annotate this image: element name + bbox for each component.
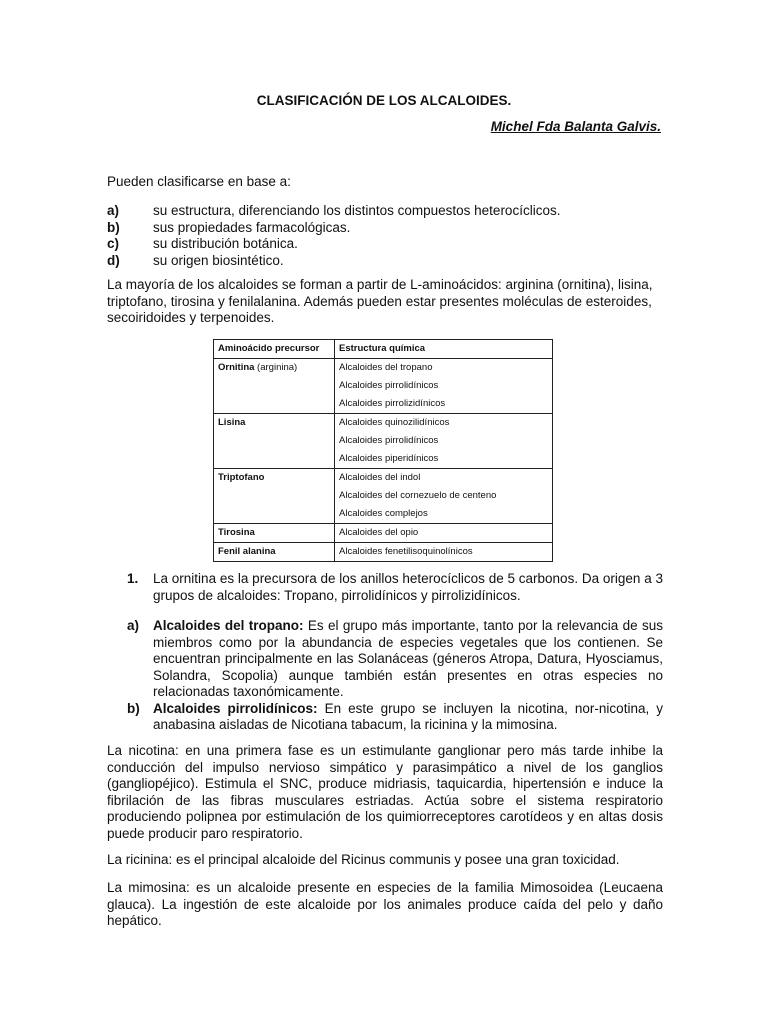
column-header-structure: Estructura química bbox=[335, 340, 553, 359]
paragraph-nicotina: La nicotina: en una primera fase es un estimulante ganglionar pero más tarde inhibe la conducción del impulso nervioso simpático y parasimpático a nivel de los ganglios (gangliopéjico). Estimula el SNC, produce midriasis, taquicardia, hipertensión e induce la fibrilación de las fibras musculares estriadas. Actúa sobre el sistema respiratorio produciendo polipnea por estimulación de los quimiorreceptores carotídeos y en altas dosis puede producir paro respiratorio. bbox=[107, 743, 663, 841]
paragraph-mimosina: La mimosina: es un alcaloide presente en especies de la familia Mimosoidea (Leucaena glauca). La ingestión de este alcaloide por los animales produce caída del pelo y daño hepático. bbox=[107, 880, 663, 928]
structure-cell bbox=[335, 543, 553, 562]
precursor-cell bbox=[214, 524, 335, 543]
list-marker: b) bbox=[127, 700, 140, 716]
list-marker: c) bbox=[107, 236, 120, 251]
list-marker: b) bbox=[107, 219, 120, 235]
precursor-cell bbox=[214, 543, 335, 562]
list-item-text bbox=[153, 618, 663, 701]
precursor-name: Triptofano bbox=[218, 472, 265, 483]
list-item bbox=[107, 253, 663, 270]
precursor-cell bbox=[214, 414, 335, 469]
structure-item: Alcaloides fenetilisoquinolínicos bbox=[339, 546, 473, 557]
structure-item: Alcaloides pirrolidínicos bbox=[339, 380, 439, 391]
precursor-cell bbox=[214, 469, 335, 524]
structure-item: Alcaloides piperidínicos bbox=[339, 453, 439, 464]
list-item bbox=[107, 220, 663, 237]
list-marker: 1. bbox=[127, 571, 139, 586]
structure-item: Alcaloides del indol bbox=[339, 472, 421, 483]
structure-item: Alcaloides del opio bbox=[339, 527, 419, 538]
table-row bbox=[214, 414, 553, 469]
list-item bbox=[107, 618, 663, 701]
subgroup-description: En este grupo se incluyen la nicotina, nor-nicotina, y anabasina aisladas de Nicotiana tabacum, la ricinina y la mimosina. bbox=[153, 700, 663, 732]
table-header-row bbox=[214, 340, 553, 359]
table-row bbox=[214, 469, 553, 524]
precursor-cell bbox=[214, 359, 335, 414]
criteria-list bbox=[107, 203, 663, 269]
structure-cell bbox=[335, 524, 553, 543]
table-row bbox=[214, 543, 553, 562]
precursor-name: Lisina bbox=[218, 417, 246, 428]
list-marker: a) bbox=[107, 203, 120, 218]
precursor-table bbox=[213, 339, 553, 562]
subgroup-description: Es el grupo más importante, tanto por la relevancia de sus miembros como por la abundancia de especies vegetales que los contienen. Se encuentran principalmente en las Solanáceas (géneros Atropa, Datura, Hyosciamus, Solandra, Scopolia) aunque también están presentes en otras especies no relacionadas taxonómicamente. bbox=[153, 618, 663, 699]
list-item-text: su estructura, diferenciando los distintos compuestos heterocíclicos. bbox=[153, 203, 561, 218]
list-marker: a) bbox=[127, 618, 140, 633]
column-header-precursor: Aminoácido precursor bbox=[214, 340, 335, 359]
table-row bbox=[214, 359, 553, 414]
list-item-text: su origen biosintético. bbox=[153, 252, 284, 268]
paragraph-ricinina: La ricinina: es el principal alcaloide del Ricinus communis y posee una gran toxicidad. bbox=[107, 852, 620, 867]
page-title: CLASIFICACIÓN DE LOS ALCALOIDES. bbox=[256, 93, 512, 108]
numbered-list bbox=[107, 571, 663, 604]
precursor-name: Ornitina bbox=[218, 362, 255, 373]
precursor-name: Tirosina bbox=[218, 527, 255, 538]
structure-item: Alcaloides del cornezuelo de centeno bbox=[339, 490, 497, 501]
structure-cell bbox=[335, 414, 553, 469]
list-marker: d) bbox=[107, 252, 120, 268]
subgroup-list bbox=[107, 618, 663, 734]
list-item-text: sus propiedades farmacológicas. bbox=[153, 219, 351, 235]
subgroup-term: Alcaloides del tropano: bbox=[153, 618, 304, 633]
list-item bbox=[107, 571, 663, 604]
intro-text: Pueden clasificarse en base a: bbox=[107, 174, 291, 189]
list-item bbox=[107, 203, 663, 220]
precursor-note: (arginina) bbox=[254, 362, 298, 373]
list-item bbox=[107, 236, 663, 253]
structure-item: Alcaloides pirrolidínicos bbox=[339, 435, 439, 446]
list-item-text bbox=[153, 701, 663, 734]
structure-item: Alcaloides del tropano bbox=[339, 362, 433, 373]
structure-cell bbox=[335, 469, 553, 524]
table-row bbox=[214, 524, 553, 543]
paragraph-precursors: La mayoría de los alcaloides se forman a partir de L-aminoácidos: arginina (ornitina), lisina, triptofano, tirosina y fenilalanina. Además pueden estar presentes moléculas de esteroides, secoiridoides y terpenoides. bbox=[107, 277, 653, 325]
structure-item: Alcaloides pirrolizidínicos bbox=[339, 398, 446, 409]
precursor-name: Fenil alanina bbox=[218, 546, 276, 557]
list-item-text: su distribución botánica. bbox=[153, 236, 298, 251]
subgroup-term: Alcaloides pirrolidínicos: bbox=[153, 700, 318, 716]
structure-cell bbox=[335, 359, 553, 414]
author-name: Michel Fda Balanta Galvis. bbox=[490, 119, 661, 134]
list-item bbox=[107, 701, 663, 734]
structure-item: Alcaloides quinozilidínicos bbox=[339, 417, 450, 428]
structure-item: Alcaloides complejos bbox=[339, 508, 428, 519]
list-item-text: La ornitina es la precursora de los anillos heterocíclicos de 5 carbonos. Da origen a 3 grupos de alcaloides: Tropano, pirrolidínicos y pirrolizidínicos. bbox=[153, 571, 663, 603]
